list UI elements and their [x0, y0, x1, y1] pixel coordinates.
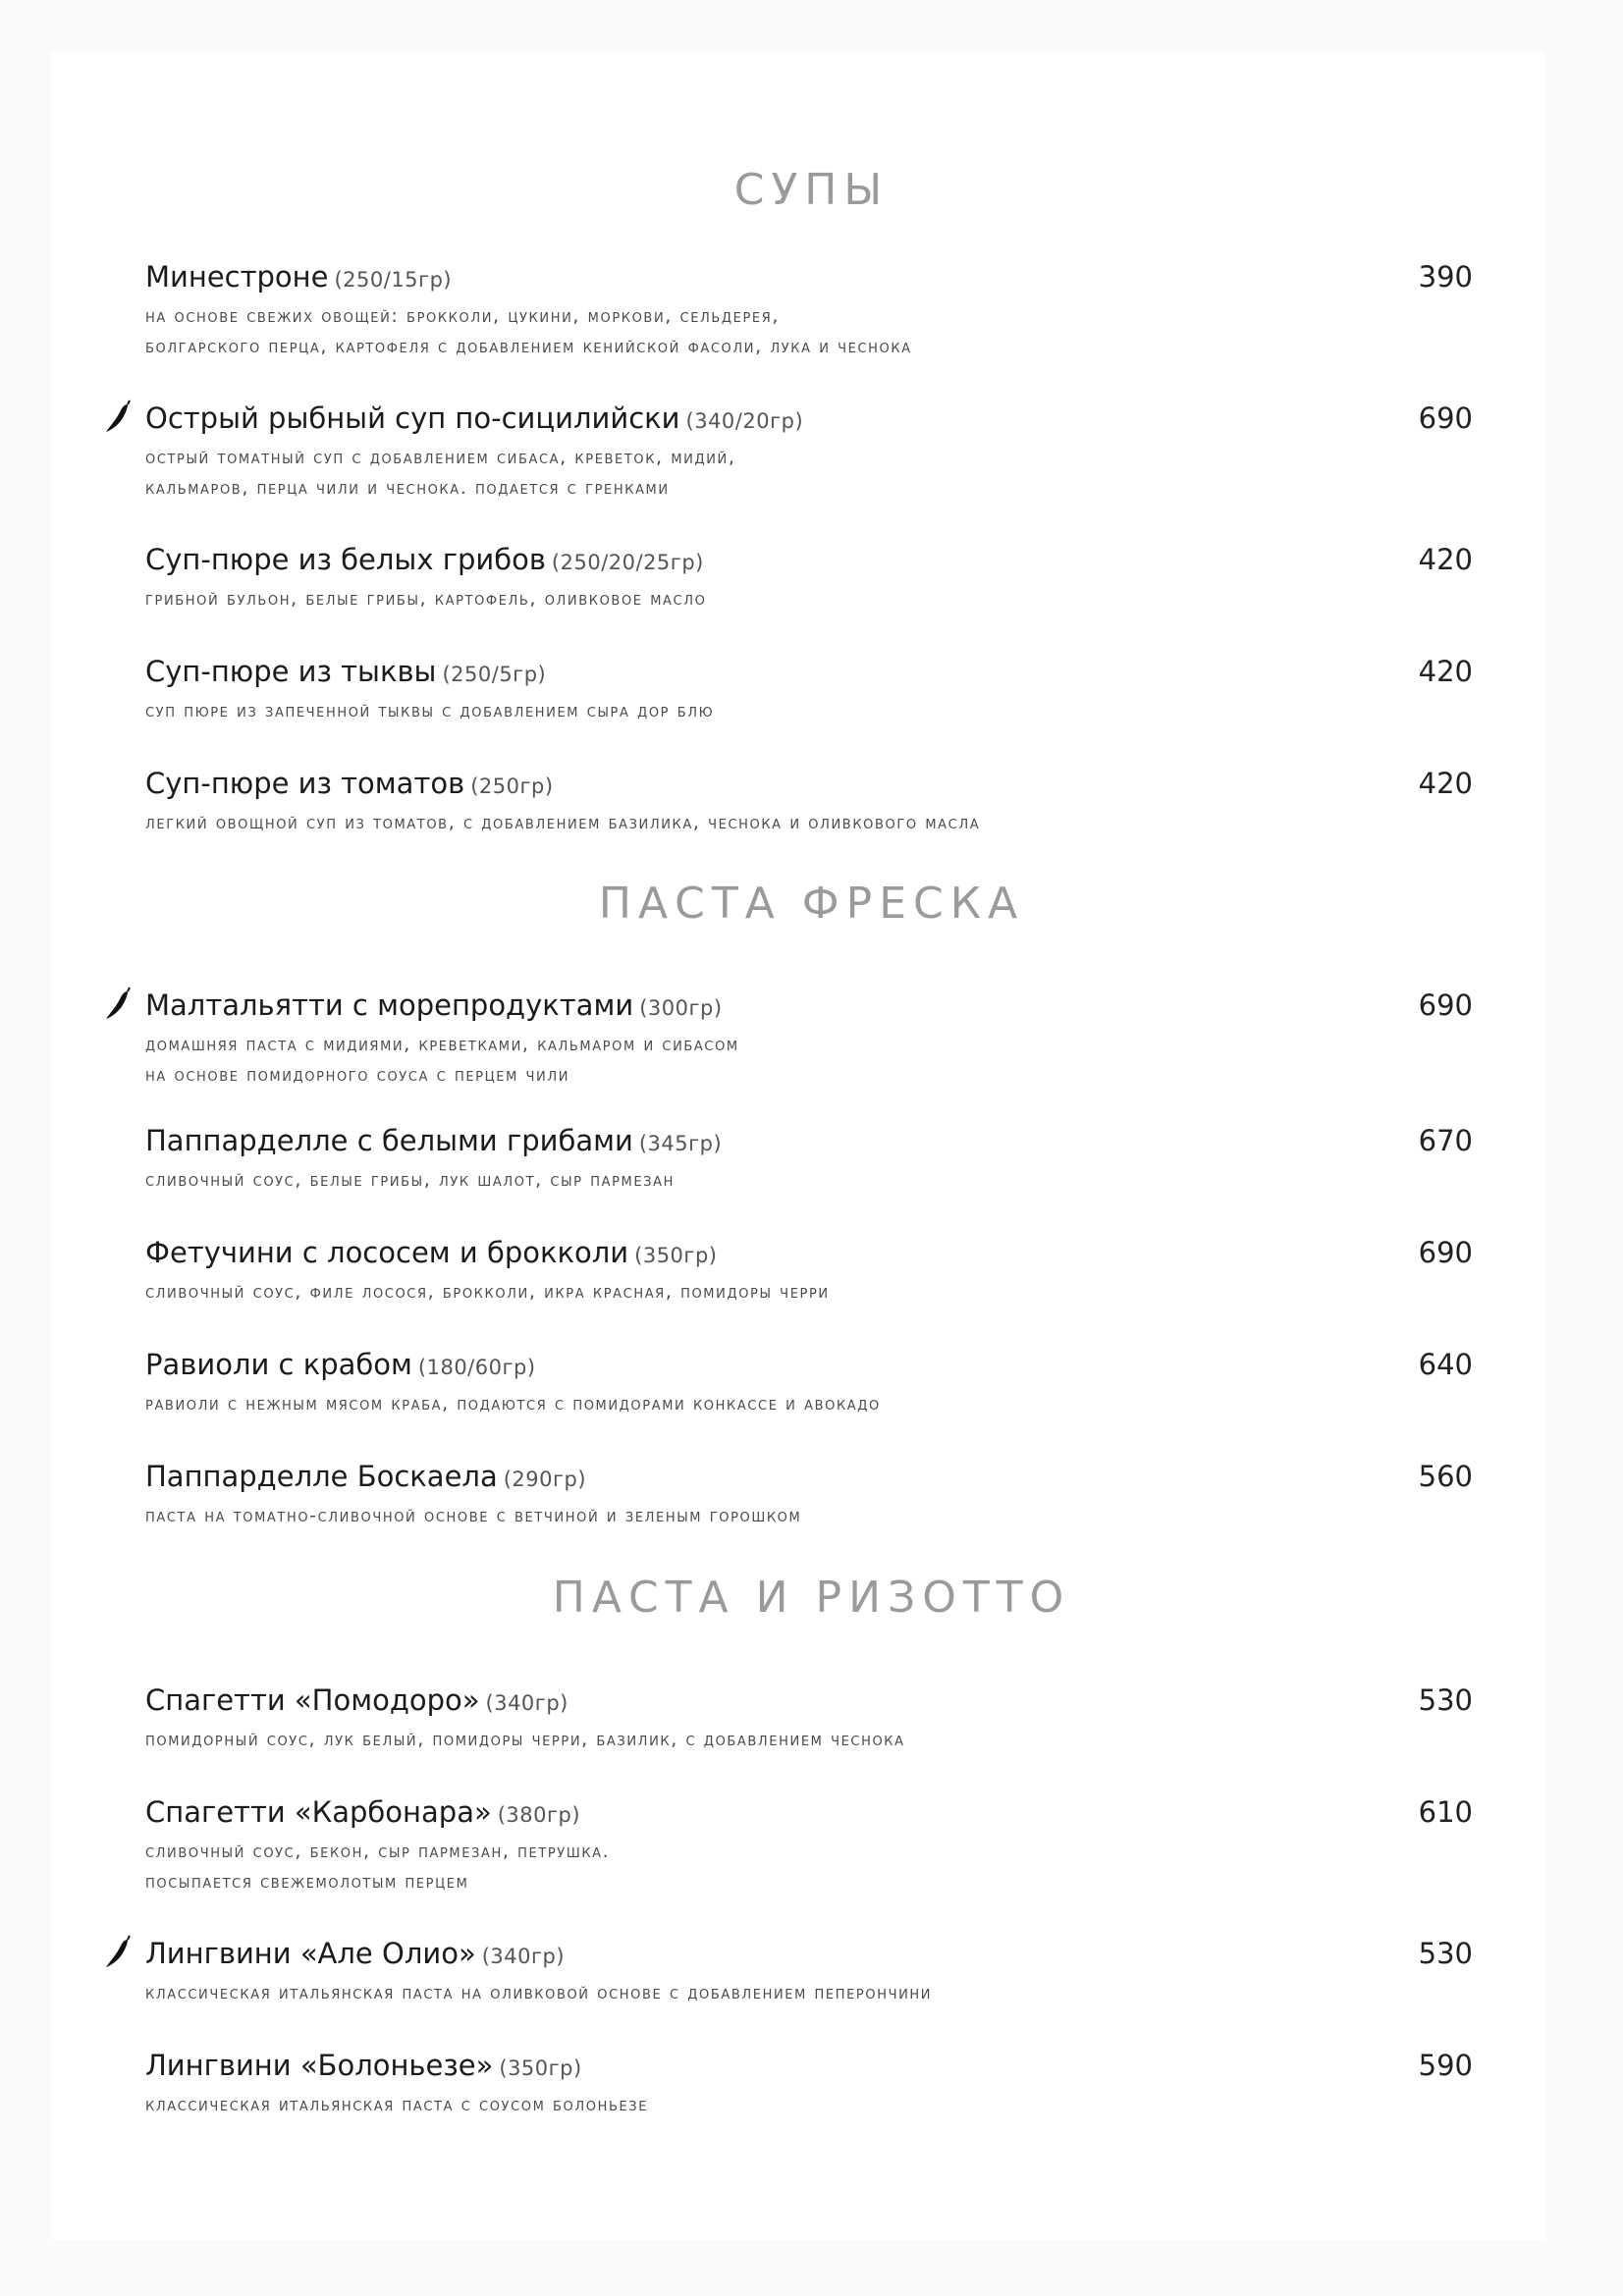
item-description: суп пюре из запеченной тыквы с добавлением сыра дор блю: [145, 700, 715, 721]
item-description: равиоли с нежным мясом краба, подаются с помидорами конкассе и авокадо: [145, 1393, 881, 1415]
menu-item: [145, 399, 1481, 504]
item-price: 420: [1418, 767, 1473, 800]
item-price: 560: [1418, 1460, 1473, 1493]
item-name: Минестроне: [145, 260, 329, 294]
item-weight: (250/20/25гр): [551, 551, 704, 574]
item-name: Паппарделле Боскаела: [145, 1460, 498, 1493]
menu-item: [145, 1934, 1481, 2008]
item-weight: (250гр): [470, 774, 554, 798]
item-weight: (345гр): [638, 1132, 723, 1155]
item-price: 640: [1418, 1348, 1473, 1381]
menu-item: [145, 1121, 1481, 1196]
menu-item: [145, 1233, 1481, 1308]
item-name: Острый рыбный суп по-сицилийски: [145, 401, 680, 435]
item-weight: (340/20гр): [685, 409, 804, 433]
item-description: сливочный соус, бекон, сыр пармезан, петрушка.: [145, 1841, 611, 1862]
item-price: 420: [1418, 655, 1473, 688]
item-weight: (250/5гр): [442, 663, 547, 686]
item-name: Суп-пюре из томатов: [145, 767, 465, 800]
item-description: сливочный соус, белые грибы, лук шалот, сыр пармезан: [145, 1169, 675, 1191]
menu-item: [145, 1681, 1481, 1755]
section-title-pasta-fresca: ПАСТА ФРЕСКА: [598, 879, 1025, 929]
item-name: Спагетти «Помодоро»: [145, 1683, 480, 1717]
menu-item: [145, 652, 1481, 726]
item-price: 530: [1418, 1683, 1473, 1717]
item-weight: (340гр): [485, 1691, 568, 1715]
item-weight: (180/60гр): [417, 1356, 536, 1379]
item-description: кальмаров, перца чили и чеснока. подается с гренками: [145, 477, 670, 499]
item-price: 390: [1418, 260, 1473, 294]
item-description: грибной бульон, белые грибы, картофель, оливковое масло: [145, 588, 707, 610]
item-description: сливочный соус, филе лосося, брокколи, икра красная, помидоры черри: [145, 1281, 830, 1303]
menu-item: [145, 986, 1481, 1091]
item-weight: (380гр): [497, 1803, 581, 1827]
menu-item: [145, 257, 1481, 362]
item-description: посыпается свежемолотым перцем: [145, 1871, 469, 1893]
item-name: Суп-пюре из тыквы: [145, 655, 437, 688]
item-description: помидорный соус, лук белый, помидоры черри, базилик, с добавлением чеснока: [145, 1729, 905, 1750]
item-name: Фетучини с лососем и брокколи: [145, 1236, 629, 1269]
item-name: Паппарделле с белыми грибами: [145, 1124, 633, 1157]
item-description: на основе помидорного соуса с перцем чили: [145, 1064, 570, 1086]
item-weight: (250/15гр): [334, 268, 453, 292]
item-name: Малтальятти с морепродуктами: [145, 988, 634, 1022]
item-price: 690: [1418, 401, 1473, 435]
item-name: Лингвини «Але Олио»: [145, 1937, 476, 1970]
item-price: 690: [1418, 988, 1473, 1022]
chili-pepper-icon: [104, 1934, 132, 1973]
chili-pepper-icon: [104, 399, 132, 438]
item-description: болгарского перца, картофеля с добавлением кенийской фасоли, лука и чеснока: [145, 336, 912, 357]
item-price: 670: [1418, 1124, 1473, 1157]
item-price: 420: [1418, 543, 1473, 576]
item-weight: (300гр): [639, 996, 723, 1020]
item-description: легкий овощной суп из томатов, с добавлением базилика, чеснока и оливкового масла: [145, 812, 981, 833]
item-price: 690: [1418, 1236, 1473, 1269]
item-description: острый томатный суп с добавлением сибаса, креветок, мидий,: [145, 447, 736, 468]
item-name: Суп-пюре из белых грибов: [145, 543, 546, 576]
item-description: паста на томатно-сливочной основе с ветчиной и зеленым горошком: [145, 1505, 802, 1526]
item-weight: (350гр): [634, 1244, 718, 1267]
menu-item: [145, 1792, 1481, 1897]
item-description: классическая итальянская паста с соусом болоньезе: [145, 2094, 649, 2115]
item-name: Спагетти «Карбонара»: [145, 1795, 492, 1829]
item-name: Лингвини «Болоньезе»: [145, 2049, 494, 2082]
chili-pepper-icon: [104, 986, 132, 1025]
menu-item: [145, 1345, 1481, 1419]
menu-item: [145, 540, 1481, 614]
item-weight: (290гр): [503, 1468, 587, 1491]
item-name: Равиоли с крабом: [145, 1348, 412, 1381]
menu-item: [145, 2046, 1481, 2120]
item-weight: (350гр): [499, 2056, 582, 2080]
item-price: 530: [1418, 1937, 1473, 1970]
section-title-soups: СУПЫ: [733, 165, 890, 215]
item-price: 590: [1418, 2049, 1473, 2082]
item-description: классическая итальянская паста на оливковой основе с добавлением пеперончини: [145, 1982, 933, 2003]
section-title-pasta-risotto: ПАСТА И РИЗОТТО: [552, 1573, 1071, 1623]
menu-item: [145, 1457, 1481, 1531]
item-price: 610: [1418, 1795, 1473, 1829]
menu-item: [145, 764, 1481, 838]
item-weight: (340гр): [481, 1945, 566, 1968]
item-description: на основе свежих овощей: брокколи, цукини, моркови, сельдерея,: [145, 305, 781, 327]
item-description: домашняя паста с мидиями, креветками, кальмаром и сибасом: [145, 1034, 739, 1055]
